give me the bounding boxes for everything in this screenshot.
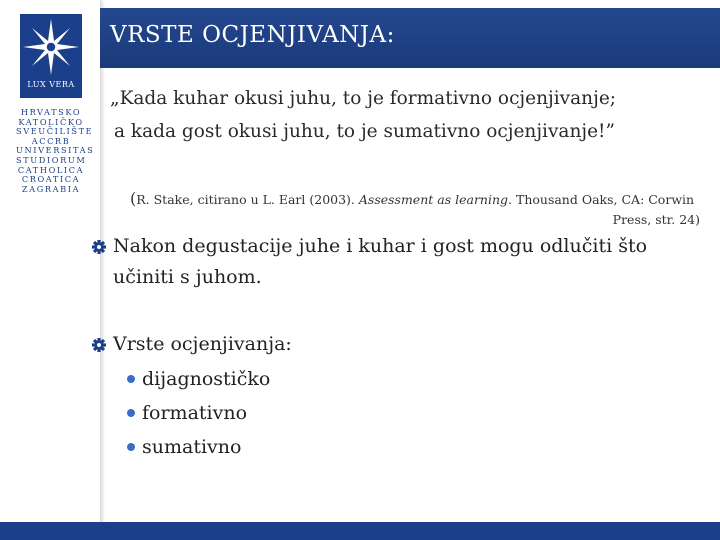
- citation-paren: (: [130, 189, 137, 208]
- sub-item-diagnostic: dijagnostičko: [142, 368, 271, 390]
- institution-line: KATOLIČKO: [18, 116, 84, 127]
- institution-line: CROATICA: [21, 174, 81, 185]
- quote-line-1: „Kada kuhar okusi juhu, to je formativno ocjenjivanje;: [110, 88, 616, 109]
- institution-line: STUDIORUM: [16, 154, 87, 165]
- sub-bullet-dot: [127, 409, 135, 417]
- logo-motto: LUX VERA: [27, 80, 75, 89]
- institution-line: SVEUČILIŠTE: [16, 126, 94, 137]
- institution-name: [16, 107, 95, 194]
- bullet-1-line-1: Nakon degustacije juhe i kuhar i gost mogu odlučiti što: [113, 235, 648, 257]
- quote: [110, 82, 710, 148]
- quote-line-2: a kada gost okusi juhu, to je sumativno ocjenjivanje!”: [114, 121, 615, 142]
- gear-icon: [92, 338, 106, 352]
- institution-line: ZAGRABIA: [21, 183, 81, 194]
- citation-authors: R. Stake, citirano u L. Earl (2003).: [136, 192, 359, 207]
- bullet-2-text: Vrste ocjenjivanja:: [113, 333, 292, 355]
- citation-line-1: [130, 188, 694, 210]
- citation-line-2: Press, str. 24): [612, 212, 700, 227]
- sub-item-formative: formativno: [142, 402, 248, 424]
- institution-line: UNIVERSITAS: [16, 145, 95, 156]
- sidebar: [0, 0, 100, 540]
- gear-icon: [92, 240, 106, 254]
- institution-line: CATHOLICA: [17, 164, 85, 175]
- citation-book-title: Assessment as learning: [358, 192, 509, 207]
- sub-bullet-dot: [127, 443, 135, 451]
- sub-bullet-dot: [127, 375, 135, 383]
- university-logo: [20, 14, 82, 98]
- footer-bar: [0, 522, 720, 540]
- citation-publisher: . Thousand Oaks, CA: Corwin: [508, 192, 695, 207]
- slide-title: VRSTE OCJENJIVANJA:: [110, 22, 395, 48]
- bullet-1-line-2: učiniti s juhom.: [113, 266, 262, 288]
- sub-item-summative: sumativno: [142, 436, 242, 458]
- institution-line: HRVATSKO: [20, 107, 82, 117]
- institution-line: ACCRB: [31, 135, 71, 146]
- star-emblem-icon: [20, 14, 82, 80]
- title-bar: [100, 8, 720, 68]
